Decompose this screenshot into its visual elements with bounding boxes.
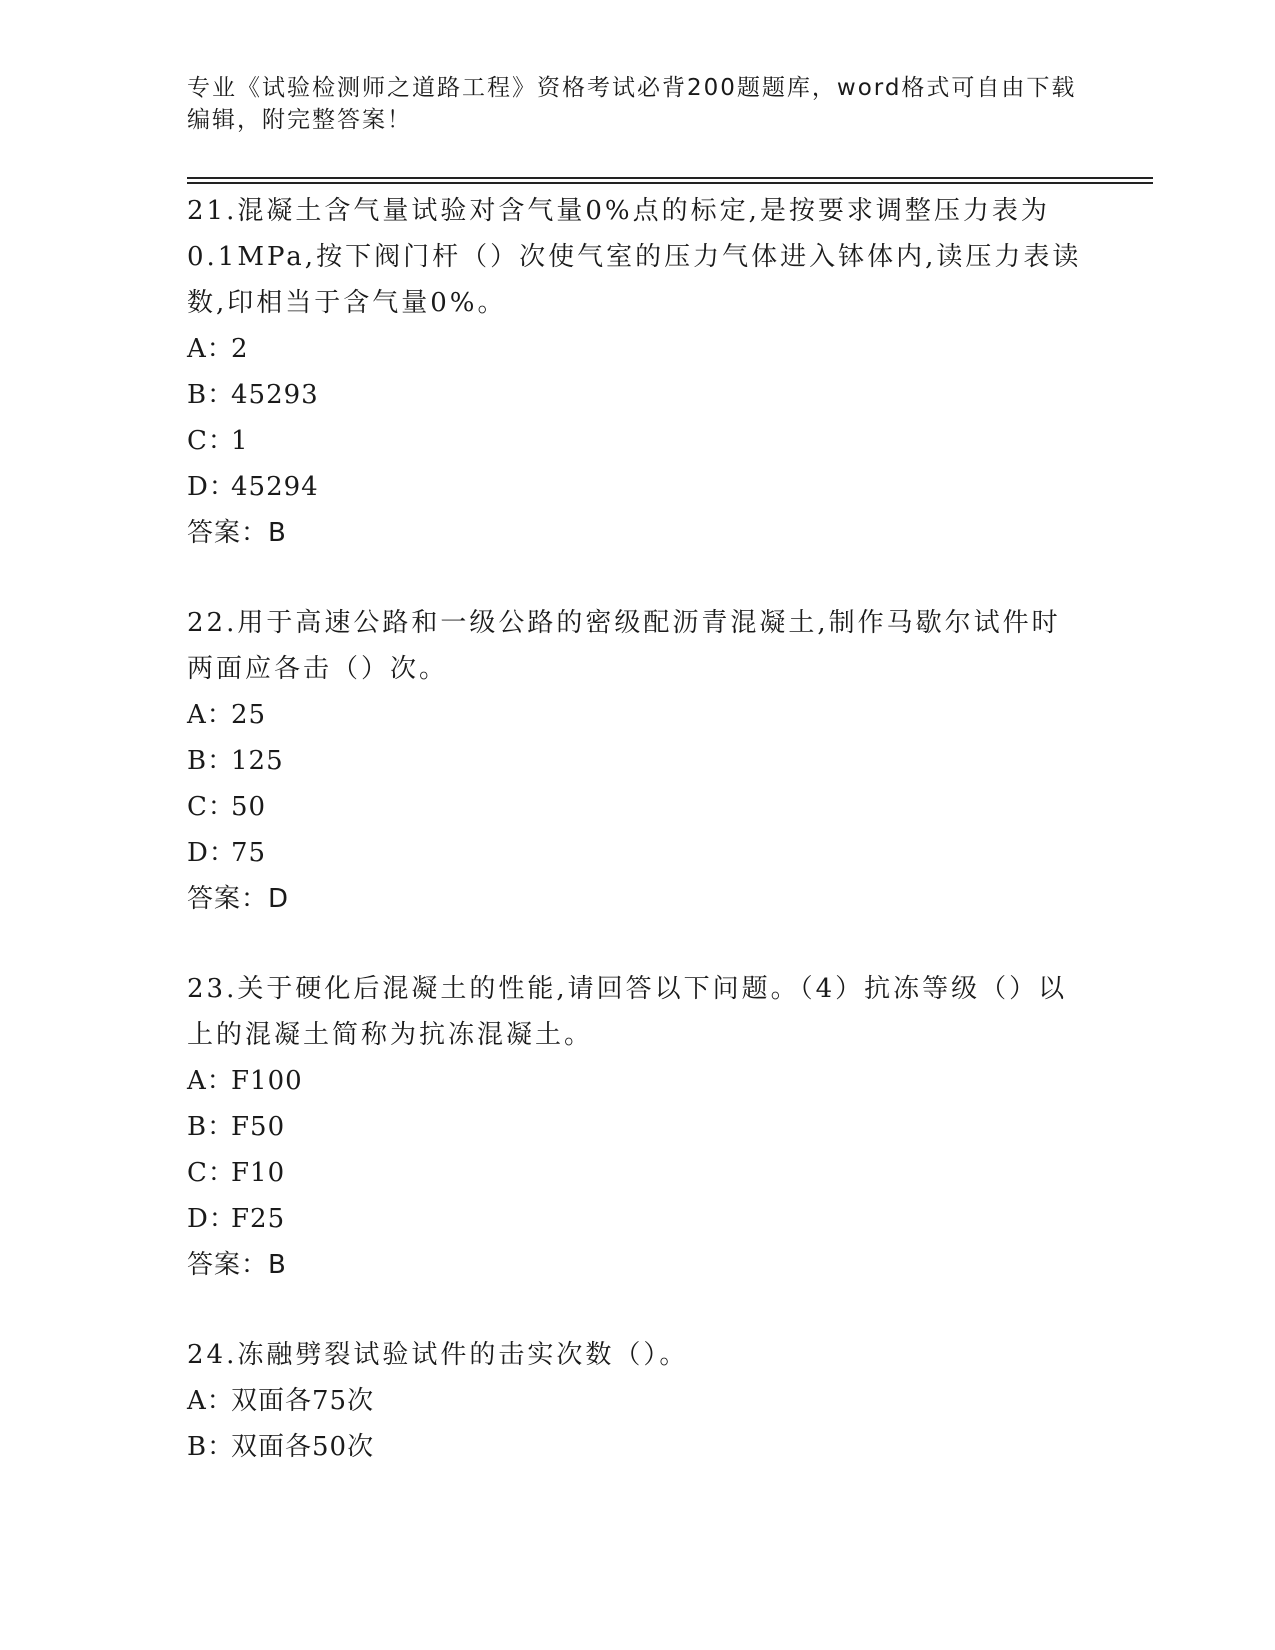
header-line-1: 专业《试验检测师之道路工程》资格考试必背200题题库，word格式可自由下载 bbox=[187, 75, 1077, 101]
option-text: F25 bbox=[231, 1204, 286, 1234]
option-letter: C： bbox=[187, 792, 235, 822]
option-c bbox=[187, 1150, 1087, 1196]
header-divider-bottom bbox=[187, 182, 1153, 184]
option-text: 25 bbox=[231, 700, 267, 730]
option-b bbox=[187, 1104, 1087, 1150]
question-23 bbox=[187, 966, 1087, 1288]
option-text: 45294 bbox=[231, 472, 319, 502]
option-letter: A： bbox=[187, 334, 234, 364]
answer-line: 答案：B bbox=[187, 518, 287, 548]
option-text: 2 bbox=[231, 334, 249, 364]
option-b bbox=[187, 738, 1087, 784]
option-letter: B： bbox=[187, 746, 235, 776]
option-b bbox=[187, 372, 1087, 418]
option-letter: A： bbox=[187, 1386, 234, 1416]
option-a bbox=[187, 1378, 1087, 1424]
option-letter: C： bbox=[187, 426, 235, 456]
option-letter: B： bbox=[187, 1112, 235, 1142]
option-a bbox=[187, 692, 1087, 738]
option-letter: C： bbox=[187, 1158, 235, 1188]
option-c bbox=[187, 784, 1087, 830]
option-text: 45293 bbox=[231, 380, 319, 410]
option-letter: A： bbox=[187, 700, 234, 730]
question-stem: 21.混凝土含气量试验对含气量0%点的标定,是按要求调整压力表为0.1MPa,按下阀门杆（）次使气室的压力气体进入钵体内,读压力表读数,印相当于含气量0%。 bbox=[187, 196, 1082, 318]
header-line-2: 编辑，附完整答案！ bbox=[187, 107, 412, 133]
question-stem: 24.冻融劈裂试验试件的击实次数（）。 bbox=[187, 1340, 689, 1370]
option-text: 75 bbox=[231, 838, 267, 868]
option-text: 50 bbox=[231, 792, 267, 822]
answer-line: 答案：B bbox=[187, 1250, 287, 1280]
option-letter: A： bbox=[187, 1066, 234, 1096]
option-letter: D： bbox=[187, 838, 236, 868]
document-header bbox=[187, 72, 1087, 136]
option-a bbox=[187, 326, 1087, 372]
option-letter: B： bbox=[187, 1432, 235, 1462]
option-letter: B： bbox=[187, 380, 235, 410]
option-text: 双面各50次 bbox=[231, 1432, 375, 1462]
option-a bbox=[187, 1058, 1087, 1104]
option-letter: D： bbox=[187, 472, 236, 502]
answer-line: 答案：D bbox=[187, 884, 290, 914]
option-d bbox=[187, 1196, 1087, 1242]
option-b bbox=[187, 1424, 1087, 1470]
header-divider-top bbox=[187, 177, 1153, 179]
question-stem: 22.用于高速公路和一级公路的密级配沥青混凝土,制作马歇尔试件时两面应各击（）次。 bbox=[187, 608, 1061, 684]
question-21 bbox=[187, 188, 1087, 556]
option-c bbox=[187, 418, 1087, 464]
option-text: 125 bbox=[231, 746, 284, 776]
option-text: F100 bbox=[231, 1066, 303, 1096]
option-text: F50 bbox=[231, 1112, 286, 1142]
question-stem: 23.关于硬化后混凝土的性能,请回答以下问题。（4）抗冻等级（）以上的混凝土简称为抗冻混凝土。 bbox=[187, 974, 1068, 1050]
question-list bbox=[187, 188, 1087, 1470]
option-d bbox=[187, 464, 1087, 510]
option-text: 双面各75次 bbox=[231, 1386, 375, 1416]
option-text: F10 bbox=[231, 1158, 286, 1188]
question-24 bbox=[187, 1332, 1087, 1470]
option-d bbox=[187, 830, 1087, 876]
question-22 bbox=[187, 600, 1087, 922]
option-letter: D： bbox=[187, 1204, 236, 1234]
option-text: 1 bbox=[231, 426, 249, 456]
